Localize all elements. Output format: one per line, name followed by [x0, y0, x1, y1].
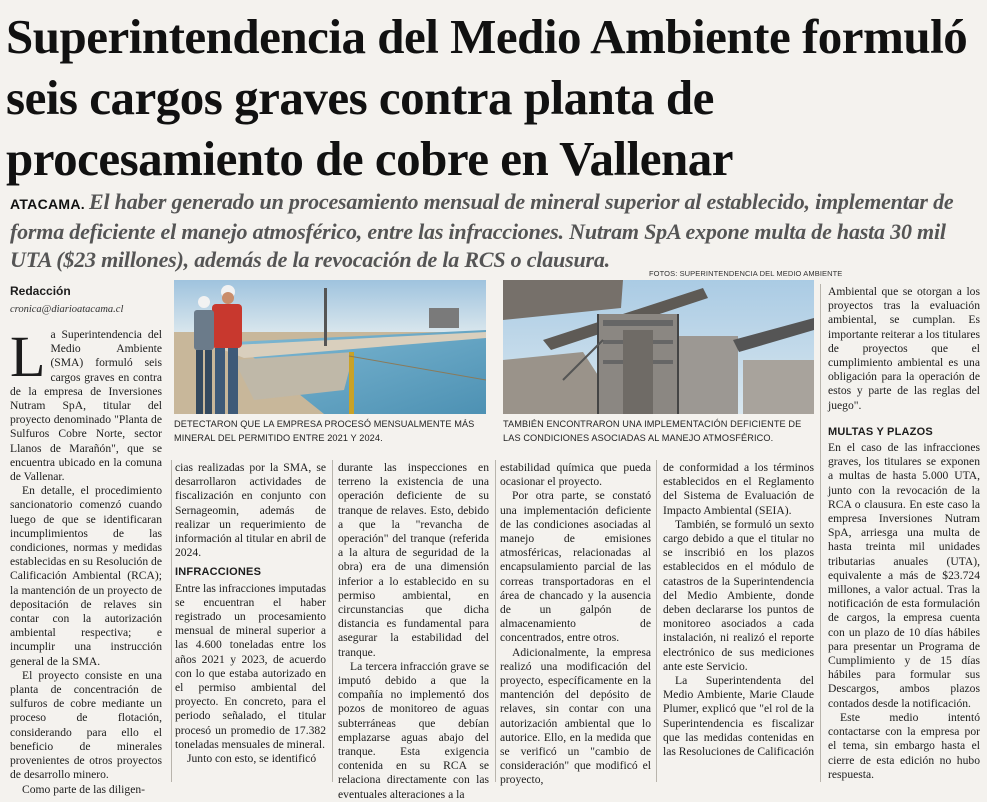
drop-cap: L — [10, 324, 46, 389]
col1-paragraph-4: Como parte de las diligen- — [22, 782, 145, 796]
col4-paragraph-1: estabilidad química que pueda ocasionar el proyecto. — [500, 461, 651, 489]
photo-caption-2: TAMBIÉN ENCONTRARON UNA IMPLEMENTACIÓN DEFICIENTE DE LAS CONDICIONES ASOCIADAS AL MANEJO ATMOSFÉRICO. — [503, 419, 802, 443]
col2-paragraph-1: cias realizadas por la SMA, se desarrollaron actividades de fiscalización en conjunto con Sernageomin, además de realizar un requerimiento de información al titular en abril de 2024. — [175, 461, 326, 560]
col5-paragraph-3: La Superintendenta del Medio Ambiente, Marie Claude Plumer, explicó que "el rol de la Superintendencia es fiscalizar que las medidas contenidas en las Resoluciones de Calificación — [663, 674, 814, 759]
col4-paragraph-3: Adicionalmente, la empresa realizó una modificación del proyecto, específicamente en la mantención del depósito de relaves, sin contar con una autorización ambiental que lo autorice. Ello, en la medida que se verificó un "cambio de consideración" que modificó el proyecto, — [500, 645, 651, 787]
article-column-2 — [175, 461, 326, 766]
processing-plant-illustration — [503, 280, 814, 414]
headline: Superintendencia del Medio Ambiente formuló seis cargos graves contra planta de procesamiento de cobre en Vallenar — [6, 9, 968, 186]
byline-name: Redacción — [10, 284, 71, 298]
article-column-1 — [10, 324, 162, 797]
col5-paragraph-2: También, se formuló un sexto cargo debido a que el titular no se inscribió en los plazos establecidos en el módulo de catastros de la Superintendencia del Medio Ambiente, donde deben declararse los puntos de monitoreo asociados a cada instalación, ni realizó el reporte electrónico de sus mediciones ante este Servicio. — [663, 517, 814, 673]
lead-text: El haber generado un procesamiento mensual de mineral superior al establecido, implementar de forma deficiente el manejo atmosférico, entre las infracciones. Nutram SpA expone multa de hasta 30 mil UTA ($23 millones), además de la revocación de la RCS o clausura. — [10, 189, 954, 272]
col6-paragraph-2: En el caso de las infracciones graves, los titulares se exponen a multas de hasta 5.000 UTA, junto con la revocación de la RCA o clausura. En este caso la empresa Inversiones Nutram SpA, arriesga una multa de hasta treinta mil unidades tributarias anuales (UTA), equivalente a más de $23.724 millones, a valor actual. Tras la notificación de esta formulación de cargos, la empresa cuenta con un plazo de 10 días hábiles para presentar un Programa de Cumplimiento y de 15 días hábiles para formular sus Descargos, ambos plazos contados desde la notificación. — [828, 441, 980, 710]
byline-email: cronica@diarioatacama.cl — [10, 304, 124, 315]
col1-paragraph-1: a Superintendencia del Medio Ambiente (SMA) formuló seis cargos graves en contra de la empresa de Inversiones Nutram SpA, titular del proyecto denominado "Planta de Sulfuros Cobre Norte, sector Llanos de Marañón", que se encuentra ubicado en la comuna de Vallenar. — [10, 328, 162, 484]
byline — [10, 284, 170, 315]
col4-paragraph-2: Por otra parte, se constató una implementación deficiente de las condiciones asociadas al manejo de emisiones atmosféricas, relacionadas al encapsulamiento parcial de las correas transportadoras en el área de chancado y la ausencia de un galpón de almacenamiento de concentrados, entre otros. — [500, 489, 651, 645]
tailings-pond-illustration — [174, 280, 486, 414]
col6-paragraph-1: Ambiental que se otorgan a los proyectos tras la evaluación ambiental, se cumplan. Es importante reiterar a los titulares de proyectos que el cumplimiento ambiental es una obligación para la operación de estos y parte de las reglas del juego". — [828, 285, 980, 412]
lead-paragraph — [10, 188, 982, 274]
photo-credit: FOTOS: SUPERINTENDENCIA DEL MEDIO AMBIENTE — [649, 269, 843, 278]
col1-paragraph-2: En detalle, el procedimiento sancionatorio comenzó cuando luego de que se identificaran incumplimientos de las condiciones, normas y medidas establecidas en su Resolución de Calificación Ambiental (RCA); la mantención de un proyecto de depositación de relaves sin contar con la autorización ambiental respectiva; e incumplir una instrucción general de la SMA. — [10, 484, 162, 668]
col1-paragraph-3: El proyecto consiste en una planta de concentración de sulfuros de cobre mediante un proceso de flotación, considerando para ello el beneficio de minerales provenientes de otros proyectos de desarrollo minero. — [10, 668, 162, 782]
lead-kicker: ATACAMA. — [10, 196, 85, 212]
photo-caption-1: DETECTARON QUE LA EMPRESA PROCESÓ MENSUALMENTE MÁS MINERAL DEL PERMITIDO ENTRE 2021 Y 2024. — [174, 419, 475, 443]
photo-processing-plant — [503, 280, 814, 414]
article-column-5 — [663, 461, 814, 759]
col2-paragraph-3: Junto con esto, se identificó — [187, 752, 317, 766]
col3-paragraph-2: La tercera infracción grave se imputó debido a que la compañía no implementó dos pozos de monitoreo de aguas subterráneas que debían emplazarse aguas abajo del tranque. Esta exigencia contenida en su RCA se relaciona directamente con las eventuales alteraciones a la — [338, 659, 489, 801]
col2-paragraph-2: Entre las infracciones imputadas se encuentran el haber registrado un procesamiento mensual de mineral superior a las 4.600 toneladas entre los años 2021 y 2023, de acuerdo con lo que estaba autorizado en el permiso ambiental del proyecto. En concreto, para el periodo señalado, el titular procesó un promedio de 17.382 toneladas mensuales de mineral. — [175, 581, 326, 751]
photo-tailings-pond — [174, 280, 486, 414]
article-column-6 — [828, 285, 980, 782]
section-heading-infracciones: INFRACCIONES — [175, 566, 262, 579]
section-heading-multas: MULTAS Y PLAZOS — [828, 425, 933, 438]
col3-paragraph-1: durante las inspecciones en terreno la existencia de una operación deficiente de su tranque de relaves. Esto, debido a que la "revancha de operación" del tranque (referida a la altura de seguridad de la obra) era de una dimensión inferior a lo establecido en su permiso ambiental, en circunstancias que dicha distancia es fundamental para asegurar la estabilidad del tranque. — [338, 461, 489, 659]
article-column-3 — [338, 461, 489, 802]
article-column-4 — [500, 461, 651, 788]
col6-paragraph-3: Este medio intentó contactarse con la empresa por el tema, sin embargo hasta el cierre de esta edición no hubo respuesta. — [828, 710, 980, 781]
col5-paragraph-1: de conformidad a los términos establecidos en el Reglamento del Sistema de Evaluación de Impacto Ambiental (SEIA). — [663, 461, 814, 517]
